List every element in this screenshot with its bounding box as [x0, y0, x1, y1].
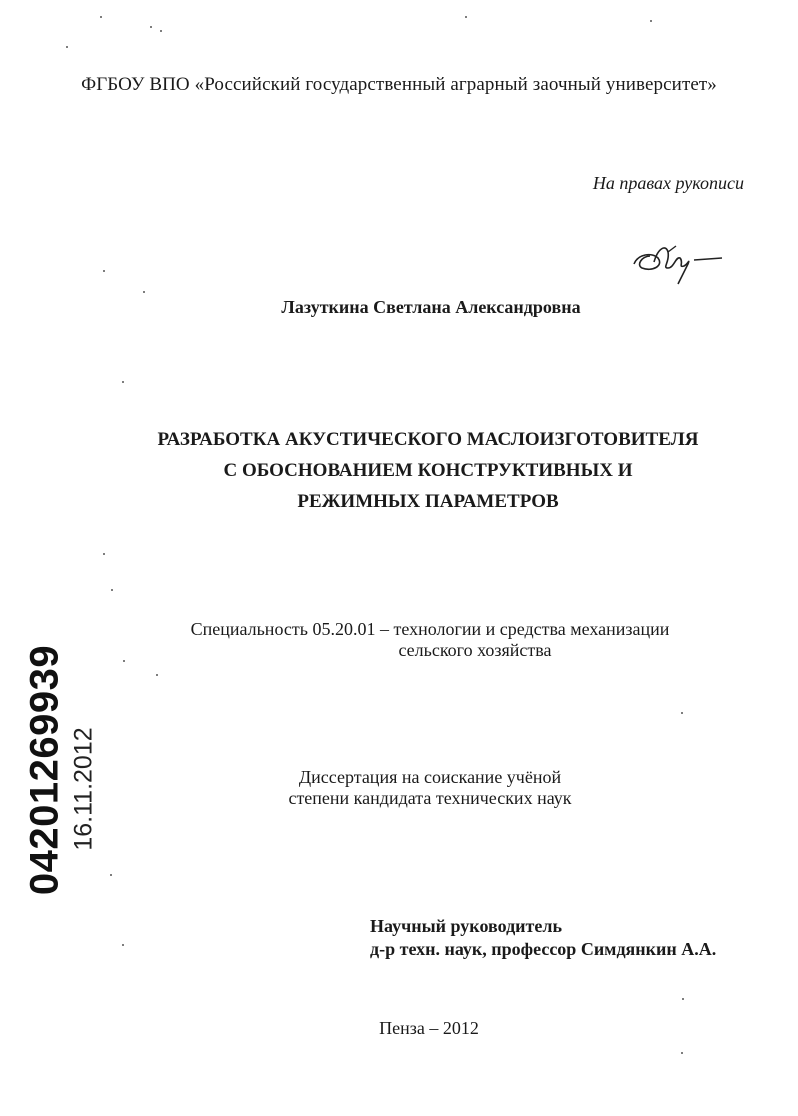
specialty-line-2: сельского хозяйства — [398, 640, 552, 660]
title-line-1: РАЗРАБОТКА АКУСТИЧЕСКОГО МАСЛОИЗГОТОВИТЕЛЯ — [157, 429, 699, 450]
scan-speck — [681, 712, 683, 714]
scan-speck — [100, 16, 102, 18]
scan-speck — [111, 589, 113, 591]
scan-speck — [66, 46, 68, 48]
specialty — [170, 619, 690, 661]
scan-speck — [122, 944, 124, 946]
scan-speck — [156, 674, 158, 676]
degree-line-1: Диссертация на соискание учёной — [298, 767, 562, 787]
scan-speck — [650, 20, 652, 22]
library-stamp-date: 16.11.2012 — [69, 727, 98, 851]
scan-speck — [103, 270, 105, 272]
institution-name: ФГБОУ ВПО «Российский государственный аграрный заочный университет» — [81, 74, 717, 95]
scan-speck — [150, 26, 152, 28]
rights-note: На правах рукописи — [592, 173, 744, 193]
degree-line-2: степени кандидата технических наук — [288, 788, 572, 808]
scan-speck — [123, 660, 125, 662]
scan-speck — [160, 30, 162, 32]
scan-speck — [682, 998, 684, 1000]
scan-speck — [103, 553, 105, 555]
supervisor-block — [370, 915, 716, 961]
library-stamp-number: 0420126993​9 — [22, 644, 67, 896]
specialty-line-1: Специальность 05.20.01 – технологии и средства механизации — [190, 619, 670, 639]
scan-speck — [110, 874, 112, 876]
title-line-3: РЕЖИМНЫХ ПАРАМЕТРОВ — [297, 491, 559, 512]
supervisor-name: д-р техн. наук, профессор Симдянкин А.А. — [370, 939, 717, 959]
scan-speck — [122, 381, 124, 383]
author-signature — [628, 238, 728, 290]
dissertation-title — [120, 424, 736, 517]
author-name: Лазуткина Светлана Александровна — [281, 297, 581, 317]
degree-statement — [220, 767, 640, 809]
scan-speck — [681, 1052, 683, 1054]
scan-speck — [465, 16, 467, 18]
title-line-2: С ОБОСНОВАНИЕМ КОНСТРУКТИВНЫХ И — [223, 460, 633, 481]
city-year: Пенза – 2012 — [379, 1018, 479, 1038]
supervisor-label: Научный руководитель — [370, 916, 562, 936]
scan-speck — [143, 291, 145, 293]
